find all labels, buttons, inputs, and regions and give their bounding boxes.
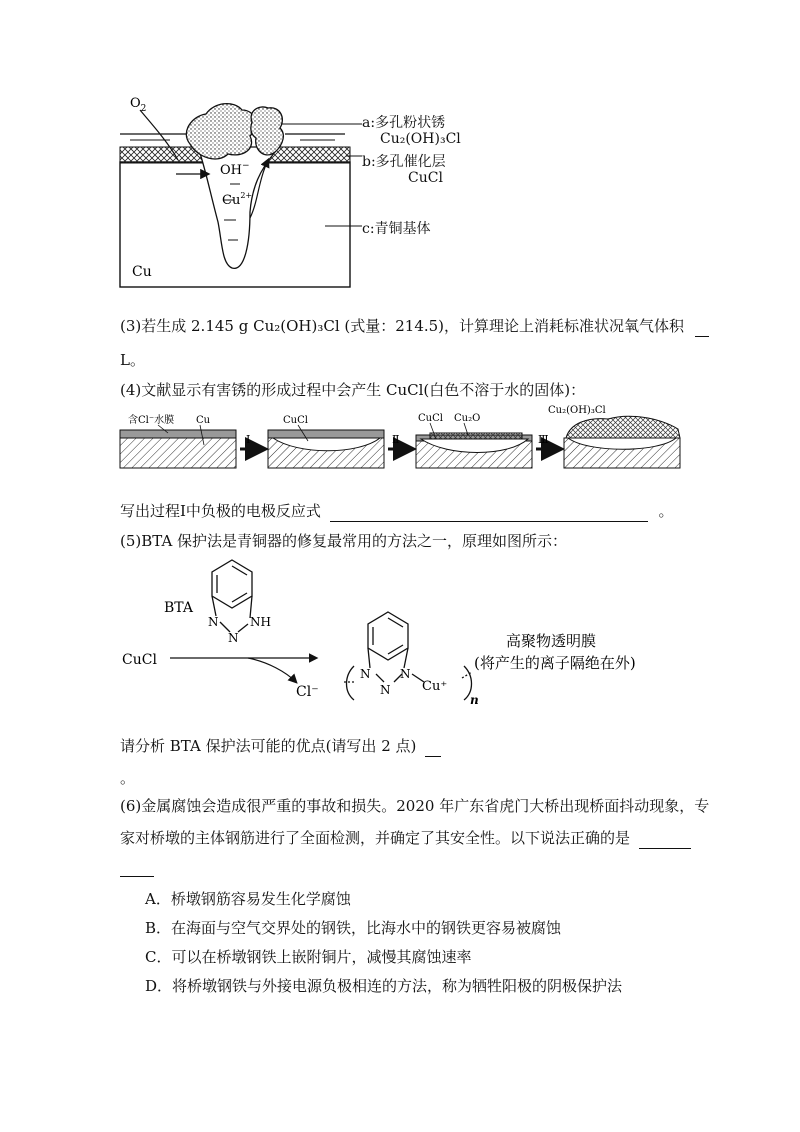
panel3-label-cucl: CuCl bbox=[418, 413, 443, 424]
cucl-label: CuCl bbox=[122, 652, 157, 668]
bta-label: BTA bbox=[164, 600, 193, 616]
panel3-label-cu2o: Cu₂O bbox=[454, 413, 481, 424]
rust-formation-diagram bbox=[118, 405, 688, 475]
q6-option-b[interactable]: B．在海面与空气交界处的钢铁，比海水中的钢铁更容易被腐蚀 bbox=[145, 919, 562, 937]
q4-blank[interactable] bbox=[330, 501, 648, 522]
q6-blank-line2[interactable] bbox=[120, 876, 154, 877]
poly-n2: N bbox=[380, 683, 391, 697]
panel1-label-cu: Cu bbox=[196, 415, 211, 426]
bta-n2: N bbox=[228, 631, 239, 645]
q4-intro: (4)文献显示有害锈的形成过程中会产生 CuCl(白色不溶于水的固体)： bbox=[120, 381, 586, 399]
panel2-label-cucl: CuCl bbox=[283, 415, 308, 426]
arrow-I: Ⅰ bbox=[246, 433, 251, 446]
q5-intro: (5)BTA 保护法是青铜器的修复最常用的方法之一，原理如图所示： bbox=[120, 532, 568, 550]
q6-blank[interactable] bbox=[639, 828, 691, 849]
label-a-formula: Cu₂(OH)₃Cl bbox=[380, 131, 461, 147]
label-a: a:多孔粉状锈 bbox=[362, 115, 446, 131]
poly-n3: N bbox=[400, 667, 411, 681]
panel1-label-film: 含Cl⁻水膜 bbox=[128, 415, 175, 426]
bta-diagram bbox=[118, 556, 678, 716]
q6-option-d[interactable]: D．将桥墩钢铁与外接电源负极相连的方法，称为牺牲阳极的阴极保护法 bbox=[145, 977, 623, 995]
q6-option-a[interactable]: A．桥墩钢筋容易发生化学腐蚀 bbox=[145, 890, 351, 908]
bta-nh: NH bbox=[250, 615, 271, 629]
q3-line1: (3)若生成 2.145 g Cu₂(OH)₃Cl (式量：214.5)，计算理论上消耗标准状况氧气体积 bbox=[120, 316, 709, 337]
oh-label: OH− bbox=[220, 161, 250, 178]
arrow-II: Ⅱ bbox=[392, 433, 400, 446]
o2-label: $O_2$ bbox=[130, 96, 147, 114]
q5-blank[interactable] bbox=[425, 736, 441, 757]
arrow-III: Ⅲ bbox=[538, 433, 549, 446]
poly-cu: Cu⁺ bbox=[422, 679, 448, 694]
q6-line2: 家对桥墩的主体钢筋进行了全面检测，并确定了其安全性。以下说法正确的是 bbox=[120, 828, 691, 849]
cu2-label: $Cu^{2+}$ bbox=[222, 191, 253, 208]
q6-option-c[interactable]: C．可以在桥墩钢铁上嵌附铜片，减慢其腐蚀速率 bbox=[145, 948, 472, 966]
cu-base-label: Cu bbox=[132, 264, 152, 280]
label-b: b:多孔催化层 bbox=[362, 154, 446, 170]
label-c: c:青铜基体 bbox=[362, 221, 431, 237]
film-label-2: (将产生的离子隔绝在外) bbox=[474, 654, 636, 672]
bta-n1: N bbox=[208, 615, 219, 629]
film-label-1: 高聚物透明膜 bbox=[506, 632, 597, 650]
panel4-label: Cu₂(OH)₃Cl bbox=[548, 405, 606, 416]
q5-ask: 请分析 BTA 保护法可能的优点(请写出 2 点) bbox=[120, 736, 441, 757]
q5-end: 。 bbox=[120, 769, 136, 787]
label-b-formula: CuCl bbox=[408, 170, 443, 186]
q6-line1: (6)金属腐蚀会造成很严重的事故和损失。2020 年广东省虎门大桥出现桥面抖动现象，专 bbox=[120, 797, 710, 815]
poly-n1: N bbox=[360, 667, 371, 681]
q4-write: 写出过程Ⅰ中负极的电极反应式 。 bbox=[120, 502, 674, 520]
q3-blank[interactable] bbox=[695, 316, 709, 337]
poly-n-subscript: n bbox=[470, 693, 479, 707]
cl-label: Cl⁻ bbox=[296, 684, 319, 700]
q3-line2: L。 bbox=[120, 351, 145, 369]
